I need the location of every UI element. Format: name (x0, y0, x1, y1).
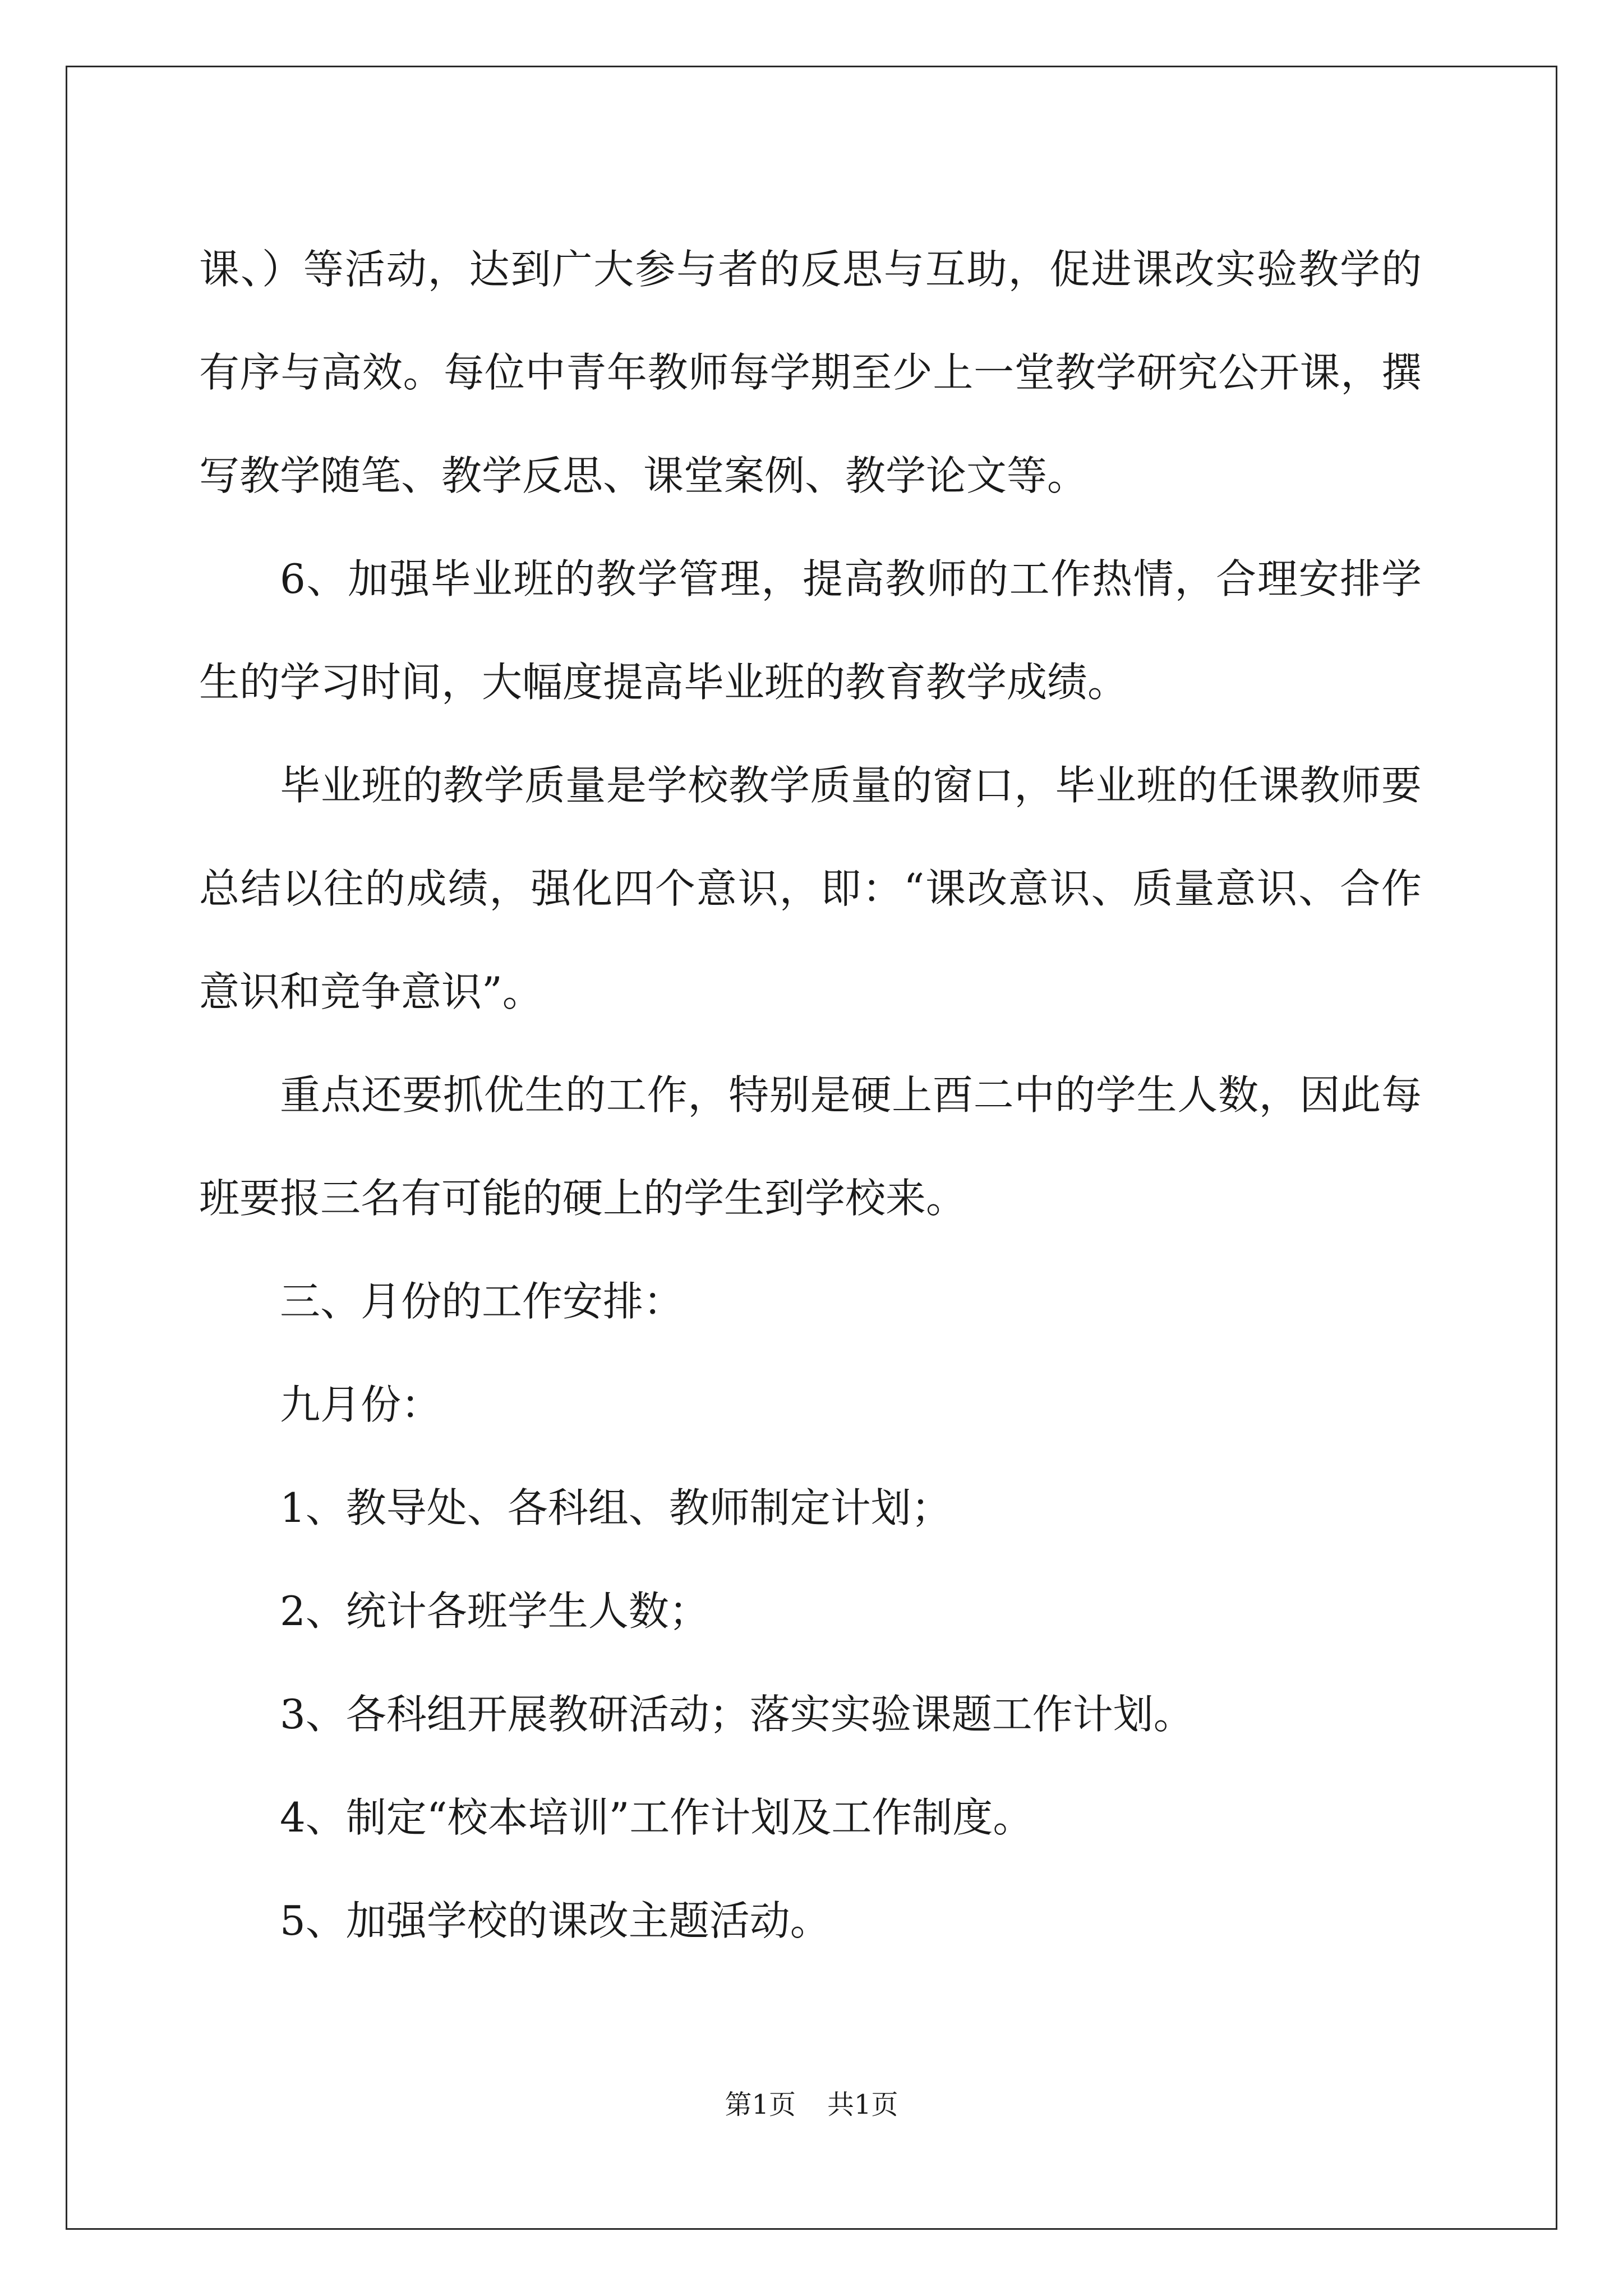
list-item: 3、各科组开展教研活动；落实实验课题工作计划。 (280, 1691, 1194, 1738)
list-item: 2、统计各班学生人数； (280, 1588, 709, 1635)
paragraph-teaching-quality: 毕业班的教学质量是学校教学质量的窗口，毕业班的任课教师要总结以往的成绩，强化四个意识，即：“课改意识、质量意识、合作意识和竞争意识”。 (199, 762, 1422, 1015)
paragraph-graduating-class-management: 6、加强毕业班的教学管理，提高教师的工作热情，合理安排学生的学习时间，大幅度提高毕业班的教育教学成绩。 (199, 555, 1422, 706)
paragraph-continued: 课、）等活动，达到广大参与者的反思与互助，促进课改实验教学的有序与高效。每位中青年教师每学期至少上一堂教学研究公开课，撰写教学随笔、教学反思、课堂案例、教学论文等。 (199, 246, 1422, 499)
page-number-total: 共1页 (827, 2089, 898, 2120)
list-item: 4、制定“校本培训”工作计划及工作制度。 (280, 1794, 1034, 1841)
page-number-current: 第1页 (725, 2089, 796, 2120)
subheading-september: 九月份： (280, 1381, 442, 1428)
list-item: 5、加强学校的课改主题活动。 (280, 1897, 831, 1944)
document-body (199, 218, 1422, 1972)
section-heading-monthly-plan: 三、月份的工作安排： (280, 1278, 684, 1325)
paragraph-top-students: 重点还要抓优生的工作，特别是硬上酉二中的学生人数，因此每班要报三名有可能的硬上的学生到学校来。 (199, 1071, 1422, 1222)
list-item: 1、教导处、各科组、教师制定计划； (280, 1484, 952, 1531)
page-footer (0, 2088, 1623, 2122)
